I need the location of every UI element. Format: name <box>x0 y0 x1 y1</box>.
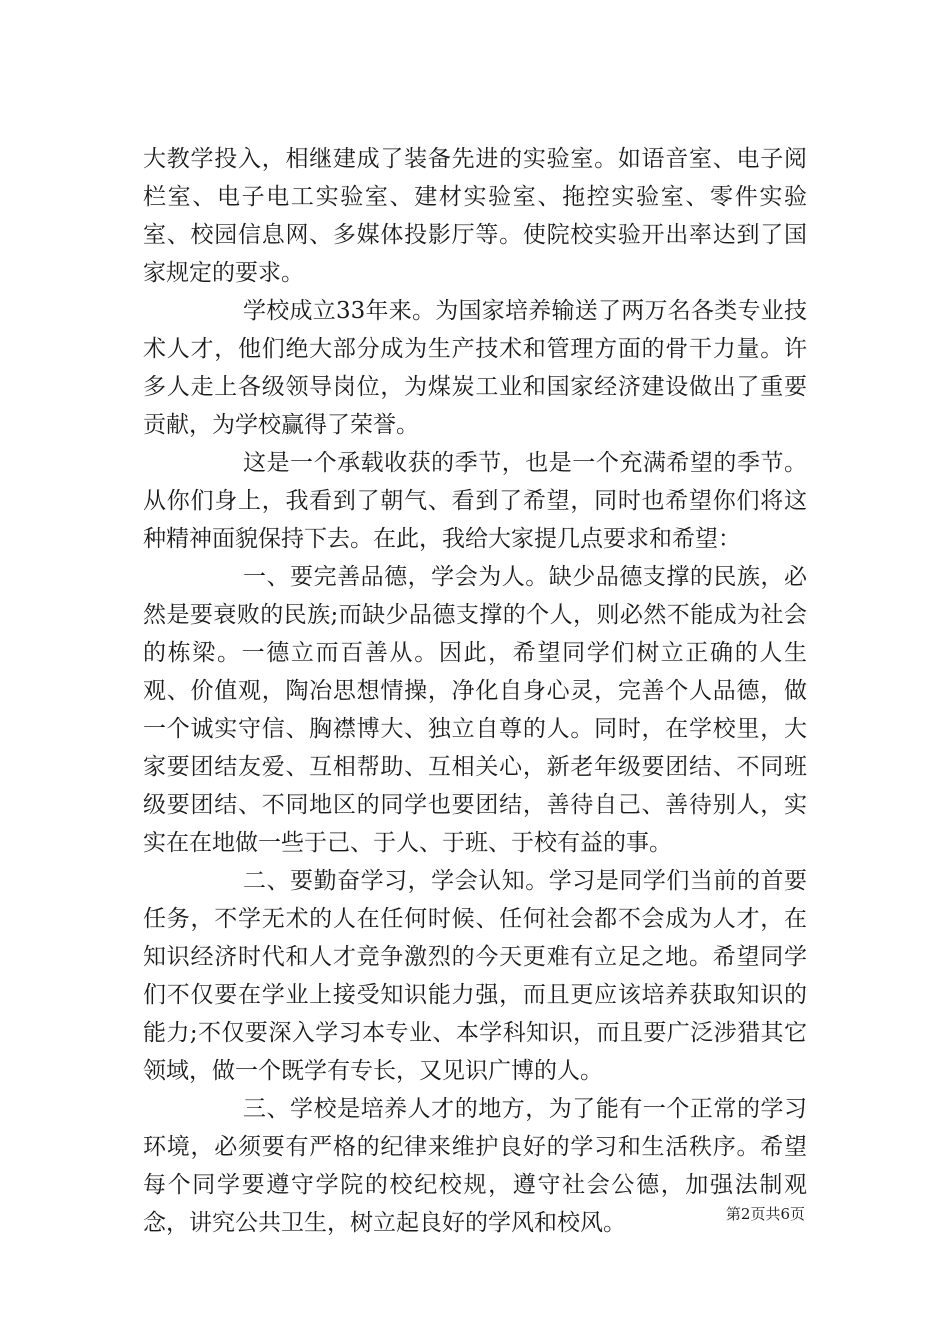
paragraph-point-one: 一、要完善品德，学会为人。缺少品德支撑的民族，必然是要衰败的民族;而缺少品德支撑的个人，则必然不能成为社会的栋梁。一德立而百善从。因此，希望同学们树立正确的人生观、价值观，陶冶思想情操，净化自身心灵，完善个人品德，做一个诚实守信、胸襟博大、独立自尊的人。同时，在学校里，大家要团结友爱、互相帮助、互相关心，新老年级要团结、不同班级要团结、不同地区的同学也要团结，善待自己、善待别人，实实在在地做一些于己、于人、于班、于校有益的事。 <box>143 564 807 856</box>
paragraph-point-two: 二、要勤奋学习，学会认知。学习是同学们当前的首要任务，不学无术的人在任何时候、任何社会都不会成为人才，在知识经济时代和人才竞争激烈的今天更难有立足之地。希望同学们不仅要在学业上接受知识能力强，而且更应该培养获取知识的能力;不仅要深入学习本专业、本学科知识，而且要广泛涉猎其它领域，做一个既学有专长，又见识广博的人。 <box>143 868 807 1084</box>
paragraph-school-history: 学校成立33年来。为国家培养输送了两万名各类专业技术人才，他们绝大部分成为生产技术和管理方面的骨干力量。许多人走上各级领导岗位，为煤炭工业和国家经济建设做出了重要贡献，为学校赢得了荣誉。 <box>143 298 807 438</box>
document-body <box>143 140 807 1242</box>
paragraph-season-of-hope: 这是一个承载收获的季节，也是一个充满希望的季节。从你们身上，我看到了朝气、看到了希望，同时也希望你们将这种精神面貌保持下去。在此，我给大家提几点要求和希望： <box>143 450 807 552</box>
paragraph-continuation: 大教学投入，相继建成了装备先进的实验室。如语音室、电子阅栏室、电子电工实验室、建材实验室、拖控实验室、零件实验室、校园信息网、多媒体投影厅等。使院校实验开出率达到了国家规定的要求。 <box>143 146 807 286</box>
page-number-footer: 第2页共6页 <box>725 1205 805 1223</box>
paragraph-point-three: 三、学校是培养人才的地方，为了能有一个正常的学习环境，必须要有严格的纪律来维护良好的学习和生活秩序。希望每个同学要遵守学院的校纪校规，遵守社会公德，加强法制观念，讲究公共卫生，树立起良好的学风和校风。 <box>143 1096 807 1236</box>
